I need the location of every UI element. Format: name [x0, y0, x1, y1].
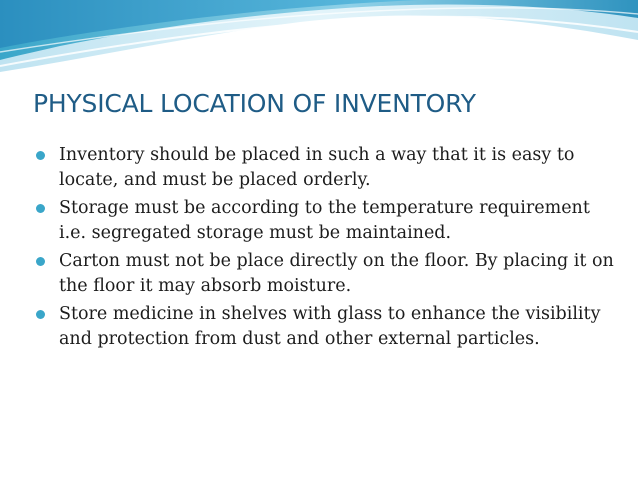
bullet-marker-icon: [36, 151, 45, 160]
bullet-text: Inventory should be placed in such a way that it is easy to locate, and must be placed orderly.: [59, 145, 575, 190]
bullet-text: Store medicine in shelves with glass to enhance the visibility and protection from dust and other external particles.: [59, 304, 601, 349]
bullet-item: [34, 249, 614, 298]
slide-title: PHYSICAL LOCATION OF INVENTORY: [33, 89, 476, 118]
bullet-marker-icon: [36, 257, 45, 266]
bullet-text: Storage must be according to the temperature requirement i.e. segregated storage must be maintained.: [59, 198, 590, 243]
bullet-item: [34, 196, 614, 245]
header-wave-decoration: [0, 0, 638, 80]
bullet-item: [34, 143, 614, 192]
bullet-item: [34, 302, 614, 351]
bullet-text: Carton must not be place directly on the floor. By placing it on the floor it may absorb moisture.: [59, 251, 614, 296]
bullet-marker-icon: [36, 204, 45, 213]
bullet-list: [34, 143, 614, 355]
bullet-marker-icon: [36, 310, 45, 319]
